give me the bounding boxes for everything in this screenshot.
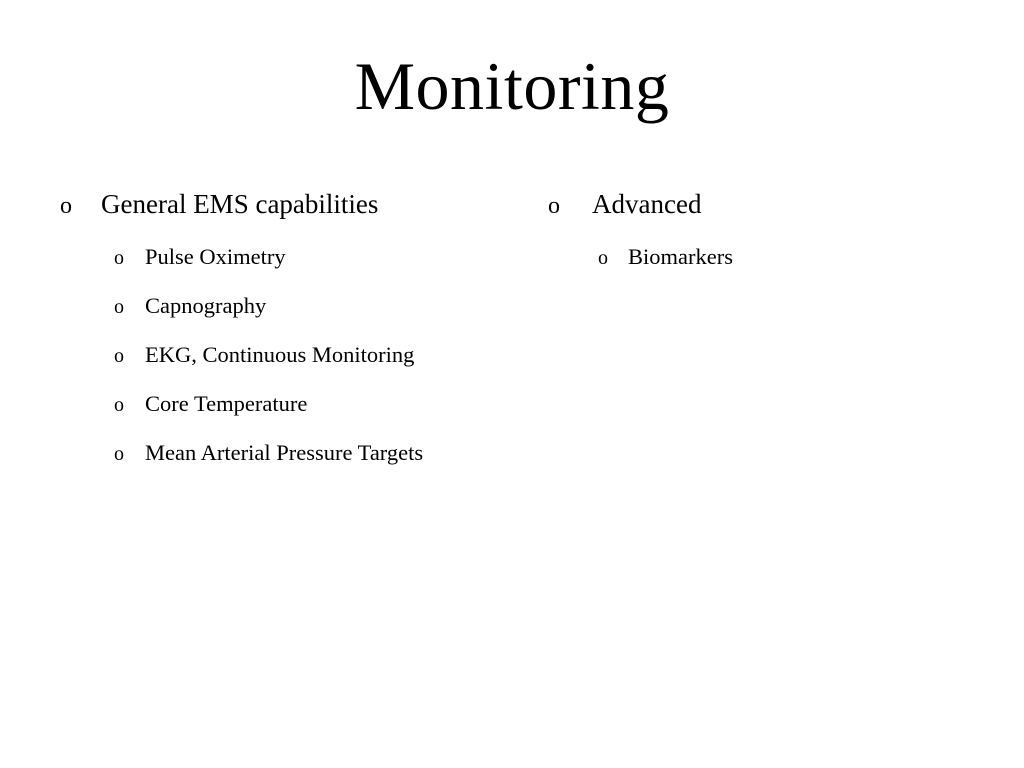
list-item — [60, 389, 500, 418]
hollow-bullet-icon: o — [114, 394, 124, 416]
bullet-heading-advanced — [548, 186, 968, 222]
slide-title: Monitoring — [354, 48, 670, 124]
hollow-bullet-icon: o — [548, 193, 560, 219]
list-item-text: Core Temperature — [145, 391, 308, 416]
sub-bullet-list — [548, 242, 968, 271]
list-item — [60, 438, 500, 467]
hollow-bullet-icon: o — [114, 443, 124, 465]
hollow-bullet-icon: o — [114, 296, 124, 318]
hollow-bullet-icon: o — [114, 247, 124, 269]
heading-text: Advanced — [592, 189, 702, 219]
list-item-text: Mean Arterial Pressure Targets — [145, 440, 424, 465]
list-item-text: EKG, Continuous Monitoring — [145, 342, 415, 367]
heading-text: General EMS capabilities — [101, 189, 379, 219]
bullet-heading-general-ems — [60, 186, 500, 222]
list-item-text: Capnography — [145, 293, 267, 318]
hollow-bullet-icon: o — [114, 345, 124, 367]
list-item — [60, 242, 500, 271]
list-item-text: Pulse Oximetry — [145, 244, 286, 269]
sub-bullet-list — [60, 242, 500, 467]
list-item-text: Biomarkers — [628, 244, 733, 269]
list-item — [60, 340, 500, 369]
hollow-bullet-icon: o — [60, 193, 72, 219]
left-column — [60, 186, 500, 487]
list-item — [60, 291, 500, 320]
hollow-bullet-icon: o — [598, 247, 608, 269]
right-column — [548, 186, 968, 291]
list-item — [548, 242, 968, 271]
